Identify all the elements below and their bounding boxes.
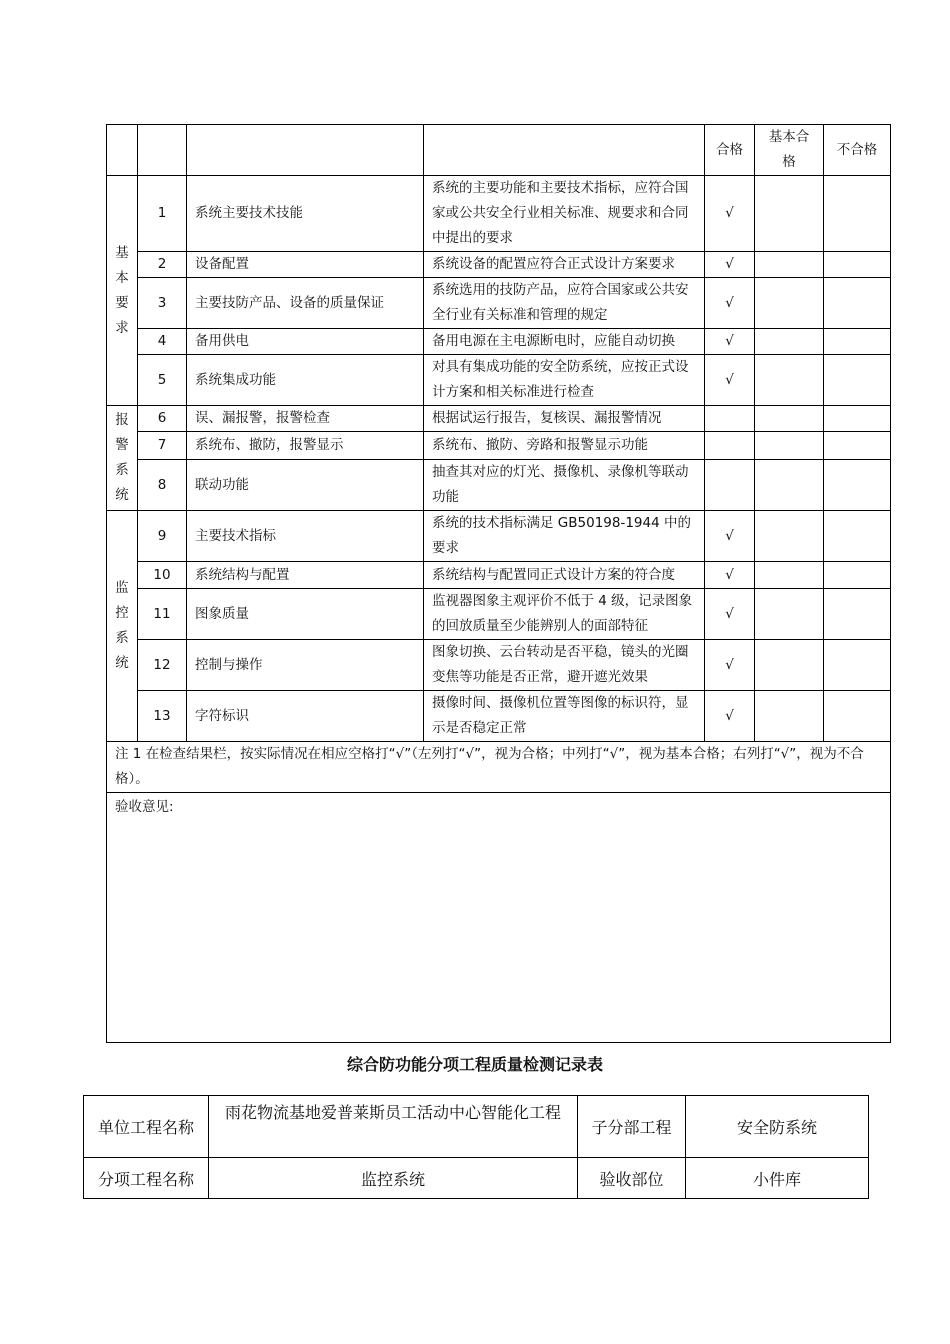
header-fail: 不合格 — [824, 125, 891, 176]
row-number: 3 — [138, 278, 187, 329]
comment-row — [107, 793, 891, 1043]
row-number: 9 — [138, 511, 187, 562]
row-fail — [824, 460, 891, 511]
row-basic — [755, 691, 824, 742]
row-pass: √ — [705, 355, 755, 406]
row-number: 2 — [138, 252, 187, 278]
row-basic — [755, 589, 824, 640]
table-row — [107, 691, 891, 742]
group-label-basic: 基 本 要 求 — [107, 176, 138, 406]
header-cell — [424, 125, 705, 176]
row-number: 6 — [138, 406, 187, 432]
row-number: 4 — [138, 329, 187, 355]
row-requirement: 系统设备的配置应符合正式设计方案要求 — [424, 252, 705, 278]
row-basic — [755, 511, 824, 562]
row-basic — [755, 278, 824, 329]
sub-project-value: 监控系统 — [209, 1158, 578, 1199]
header-cell — [138, 125, 187, 176]
row-basic — [755, 460, 824, 511]
header-cell — [187, 125, 424, 176]
group-label-monitor: 监 控 系 统 — [107, 511, 138, 742]
row-fail — [824, 432, 891, 460]
row-item: 系统布、撤防，报警显示 — [187, 432, 424, 460]
row-basic — [755, 406, 824, 432]
header-row — [107, 125, 891, 176]
row-item: 主要技防产品、设备的质量保证 — [187, 278, 424, 329]
row-item: 主要技术指标 — [187, 511, 424, 562]
row-item: 字符标识 — [187, 691, 424, 742]
table-row — [107, 355, 891, 406]
table-row — [107, 406, 891, 432]
inspection-table — [106, 124, 891, 1043]
header-basic-pass: 基本合格 — [755, 125, 824, 176]
group-label-alarm: 报 警 系 统 — [107, 406, 138, 511]
unit-project-value: 雨花物流基地爱普莱斯员工活动中心智能化工程 — [209, 1096, 578, 1158]
row-fail — [824, 562, 891, 589]
acceptance-comment: 验收意见: — [107, 793, 891, 1043]
row-basic — [755, 432, 824, 460]
row-number: 13 — [138, 691, 187, 742]
row-pass: √ — [705, 640, 755, 691]
row-pass: √ — [705, 511, 755, 562]
row-fail — [824, 640, 891, 691]
note-text: 注 1 在检查结果栏，按实际情况在相应空格打“√”（左列打“√”，视为合格；中列打“√”，视为基本合格；右列打“√”，视为不合格）。 — [107, 742, 891, 793]
row-pass: √ — [705, 252, 755, 278]
row-requirement: 监视器图象主观评价不低于 4 级，记录图象的回放质量至少能辨别人的面部特征 — [424, 589, 705, 640]
row-requirement: 抽查其对应的灯光、摄像机、录像机等联动功能 — [424, 460, 705, 511]
table-row — [107, 432, 891, 460]
table-row — [107, 278, 891, 329]
page-title: 综合防功能分项工程质量检测记录表 — [346, 1055, 603, 1074]
row-basic — [755, 329, 824, 355]
table-row — [107, 252, 891, 278]
row-item: 系统结构与配置 — [187, 562, 424, 589]
row-item: 备用供电 — [187, 329, 424, 355]
info-row — [84, 1096, 869, 1158]
header-cell — [107, 125, 138, 176]
row-requirement: 对具有集成功能的安全防系统，应按正式设计方案和相关标准进行检查 — [424, 355, 705, 406]
unit-project-label: 单位工程名称 — [84, 1096, 209, 1158]
row-number: 1 — [138, 176, 187, 252]
row-number: 7 — [138, 432, 187, 460]
row-fail — [824, 355, 891, 406]
row-pass: √ — [705, 691, 755, 742]
project-info-table — [83, 1095, 869, 1199]
table-row — [107, 640, 891, 691]
sub-division-label: 子分部工程 — [578, 1096, 686, 1158]
acceptance-part-value: 小件库 — [686, 1158, 869, 1199]
row-fail — [824, 329, 891, 355]
table-row — [107, 460, 891, 511]
row-requirement: 图象切换、云台转动是否平稳，镜头的光圈变焦等功能是否正常，避开遮光效果 — [424, 640, 705, 691]
row-basic — [755, 252, 824, 278]
row-pass — [705, 406, 755, 432]
row-number: 10 — [138, 562, 187, 589]
note-row — [107, 742, 891, 793]
row-requirement: 系统结构与配置同正式设计方案的符合度 — [424, 562, 705, 589]
row-pass — [705, 460, 755, 511]
sub-project-label: 分项工程名称 — [84, 1158, 209, 1199]
row-fail — [824, 406, 891, 432]
table-row — [107, 511, 891, 562]
row-item: 误、漏报警，报警检查 — [187, 406, 424, 432]
row-item: 设备配置 — [187, 252, 424, 278]
row-pass: √ — [705, 176, 755, 252]
row-fail — [824, 511, 891, 562]
row-pass — [705, 432, 755, 460]
row-fail — [824, 252, 891, 278]
row-requirement: 备用电源在主电源断电时，应能自动切换 — [424, 329, 705, 355]
row-requirement: 系统选用的技防产品，应符合国家或公共安全行业有关标准和管理的规定 — [424, 278, 705, 329]
row-fail — [824, 278, 891, 329]
info-row — [84, 1158, 869, 1199]
acceptance-part-label: 验收部位 — [578, 1158, 686, 1199]
row-fail — [824, 691, 891, 742]
row-basic — [755, 562, 824, 589]
row-item: 联动功能 — [187, 460, 424, 511]
row-requirement: 系统布、撤防、旁路和报警显示功能 — [424, 432, 705, 460]
row-number: 5 — [138, 355, 187, 406]
row-item: 系统集成功能 — [187, 355, 424, 406]
row-requirement: 系统的主要功能和主要技术指标，应符合国家或公共安全行业相关标准、规要求和合同中提出的要求 — [424, 176, 705, 252]
row-number: 12 — [138, 640, 187, 691]
row-number: 8 — [138, 460, 187, 511]
row-number: 11 — [138, 589, 187, 640]
row-basic — [755, 355, 824, 406]
row-requirement: 根据试运行报告，复核误、漏报警情况 — [424, 406, 705, 432]
table-row — [107, 329, 891, 355]
row-requirement: 系统的技术指标满足 GB50198-1944 中的要求 — [424, 511, 705, 562]
row-pass: √ — [705, 278, 755, 329]
table-row — [107, 176, 891, 252]
row-item: 系统主要技术技能 — [187, 176, 424, 252]
row-pass: √ — [705, 589, 755, 640]
row-requirement: 摄像时间、摄像机位置等图像的标识符，显示是否稳定正常 — [424, 691, 705, 742]
row-fail — [824, 589, 891, 640]
row-item: 图象质量 — [187, 589, 424, 640]
row-fail — [824, 176, 891, 252]
row-pass: √ — [705, 329, 755, 355]
table-row — [107, 562, 891, 589]
row-item: 控制与操作 — [187, 640, 424, 691]
header-pass: 合格 — [705, 125, 755, 176]
sub-division-value: 安全防系统 — [686, 1096, 869, 1158]
row-pass: √ — [705, 562, 755, 589]
row-basic — [755, 176, 824, 252]
row-basic — [755, 640, 824, 691]
table-row — [107, 589, 891, 640]
